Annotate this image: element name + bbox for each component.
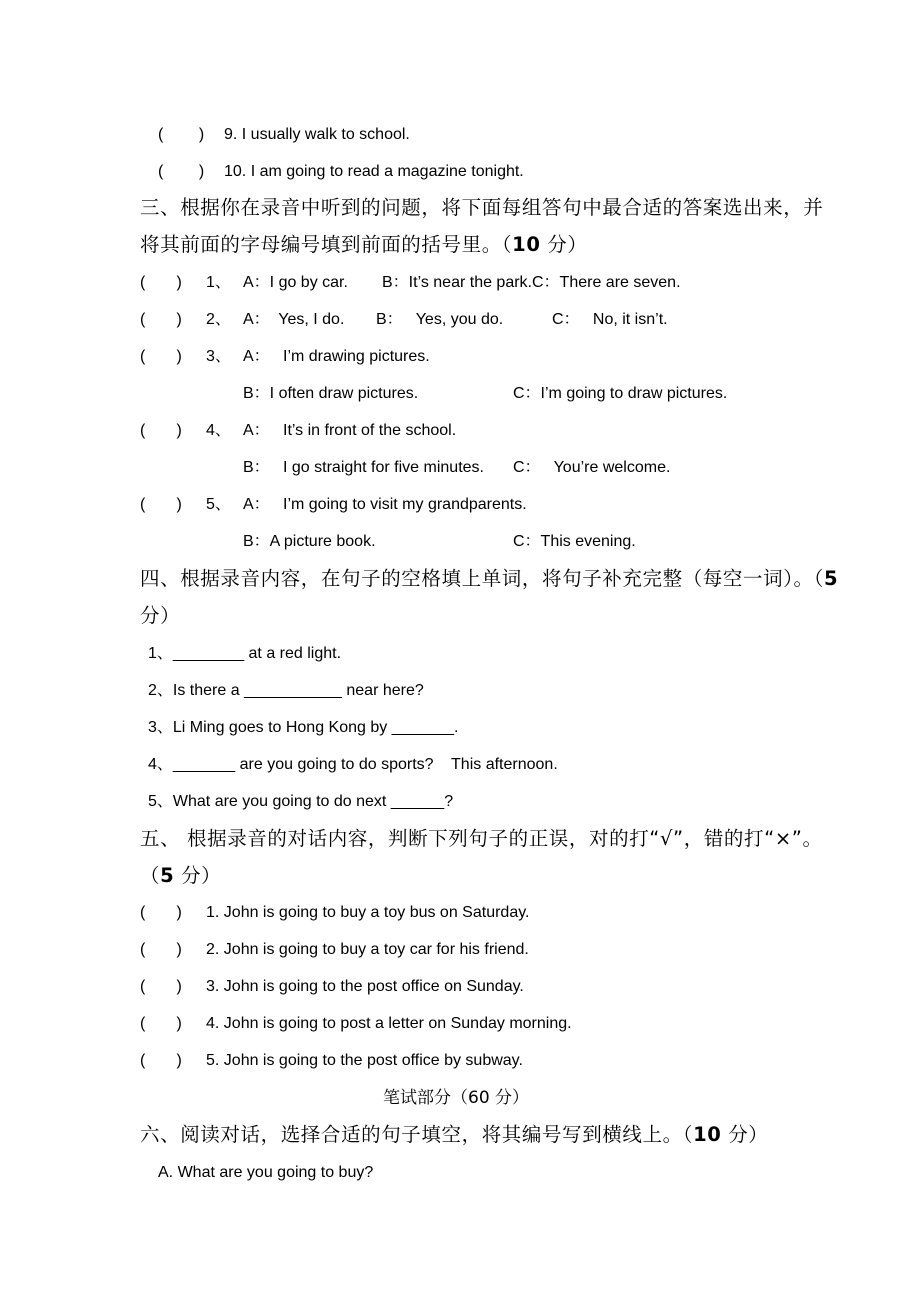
- option-a: A： I’m drawing pictures.: [243, 348, 430, 365]
- answer-paren[interactable]: ( ): [140, 274, 182, 291]
- answer-paren[interactable]: ( ): [158, 126, 205, 143]
- option-a: A. What are you going to buy?: [158, 1164, 374, 1181]
- section3-heading: 三、根据你在录音中听到的问题，将下面每组答句中最合适的答案选出来，并: [140, 196, 824, 219]
- section5-heading: 五、 根据录音的对话内容，判断下列句子的正误，对的打“√”，错的打“×”。: [140, 827, 823, 850]
- question-9: [158, 123, 410, 147]
- s5-item-4: [140, 1012, 572, 1036]
- heading-end: 分）: [540, 233, 588, 256]
- option-c: C： No, it isn’t.: [552, 311, 668, 328]
- s5-item-1: [140, 901, 530, 925]
- item-number: 4、: [206, 422, 231, 439]
- section5-heading-cont: [140, 864, 221, 888]
- statement: 5. John is going to the post office by subway.: [206, 1052, 523, 1069]
- answer-paren[interactable]: ( ): [140, 978, 182, 995]
- section3-heading-cont: [140, 233, 588, 257]
- statement: 2. John is going to buy a toy car for his friend.: [206, 941, 529, 958]
- score: 5: [160, 864, 175, 887]
- option-b: B： Yes, you do.: [376, 311, 504, 328]
- paren-open: （: [140, 864, 161, 887]
- fill-blank-4[interactable]: 4、_______ are you going to do sports? This afternoon.: [148, 756, 558, 773]
- s3-item-5: [140, 493, 840, 517]
- option-a: A：I go by car.: [243, 274, 348, 291]
- answer-paren[interactable]: ( ): [140, 496, 182, 513]
- section4-heading: [140, 567, 838, 591]
- option-c: C：I’m going to draw pictures.: [513, 385, 728, 402]
- item-number: 3、: [206, 348, 231, 365]
- heading-text: 四、根据录音内容，在句子的空格填上单词，将句子补充完整（每空一词）。（: [140, 567, 825, 590]
- paren-close: 分）: [174, 864, 222, 887]
- s3-item-3: [140, 345, 840, 369]
- option-a: A： Yes, I do.: [243, 311, 345, 328]
- question-10: [158, 160, 524, 184]
- option-b: B： I go straight for five minutes.: [243, 459, 484, 476]
- s3-item-4: [140, 419, 840, 443]
- item-number: 2、: [206, 311, 231, 328]
- written-part-title: 笔试部分（60 分）: [383, 1088, 530, 1108]
- fill-blank-1[interactable]: 1、________ at a red light.: [148, 645, 342, 662]
- answer-paren[interactable]: ( ): [140, 1015, 182, 1032]
- answer-paren[interactable]: ( ): [140, 348, 182, 365]
- section6-heading: [140, 1123, 768, 1147]
- answer-paren[interactable]: ( ): [158, 163, 205, 180]
- fill-blank-3[interactable]: 3、Li Ming goes to Hong Kong by _______.: [148, 719, 459, 736]
- option-c: C： You’re welcome.: [513, 459, 671, 476]
- item-number: 1、: [206, 274, 231, 291]
- option-b-c: B：It’s near the park.C：There are seven.: [382, 274, 681, 291]
- score: 10: [693, 1123, 722, 1146]
- question-text: 10. I am going to read a magazine tonight.: [224, 163, 524, 180]
- s3-item-1: [140, 271, 840, 295]
- answer-paren[interactable]: ( ): [140, 422, 182, 439]
- option-a: A： It’s in front of the school.: [243, 422, 457, 439]
- statement: 1. John is going to buy a toy bus on Saturday.: [206, 904, 530, 921]
- answer-paren[interactable]: ( ): [140, 1052, 182, 1069]
- s5-item-3: [140, 975, 524, 999]
- question-text: 9. I usually walk to school.: [224, 126, 410, 143]
- statement: 4. John is going to post a letter on Sunday morning.: [206, 1015, 572, 1032]
- fill-blank-5[interactable]: 5、What are you going to do next ______?: [148, 793, 454, 810]
- s3-item-3-options: [243, 382, 843, 406]
- answer-paren[interactable]: ( ): [140, 941, 182, 958]
- score: 10: [512, 233, 541, 256]
- answer-paren[interactable]: ( ): [140, 311, 182, 328]
- option-c: C：This evening.: [513, 533, 636, 550]
- s3-item-2: [140, 308, 840, 332]
- answer-paren[interactable]: ( ): [140, 904, 182, 921]
- s5-item-2: [140, 938, 529, 962]
- option-b: B：A picture book.: [243, 533, 376, 550]
- option-b: B：I often draw pictures.: [243, 385, 419, 402]
- heading-end: 分）: [721, 1123, 769, 1146]
- option-a: A： I’m going to visit my grandparents.: [243, 496, 527, 513]
- statement: 3. John is going to the post office on Sunday.: [206, 978, 524, 995]
- s3-item-5-options: [243, 530, 843, 554]
- section4-heading-cont: 分）: [140, 604, 181, 627]
- fill-blank-2[interactable]: 2、Is there a ___________ near here?: [148, 682, 424, 699]
- heading-text: 将其前面的字母编号填到前面的括号里。（: [140, 233, 513, 256]
- s3-item-4-options: [243, 456, 843, 480]
- heading-text: 六、阅读对话，选择合适的句子填空，将其编号写到横线上。（: [140, 1123, 694, 1146]
- s5-item-5: [140, 1049, 523, 1073]
- score: 5: [824, 567, 839, 590]
- item-number: 5、: [206, 496, 231, 513]
